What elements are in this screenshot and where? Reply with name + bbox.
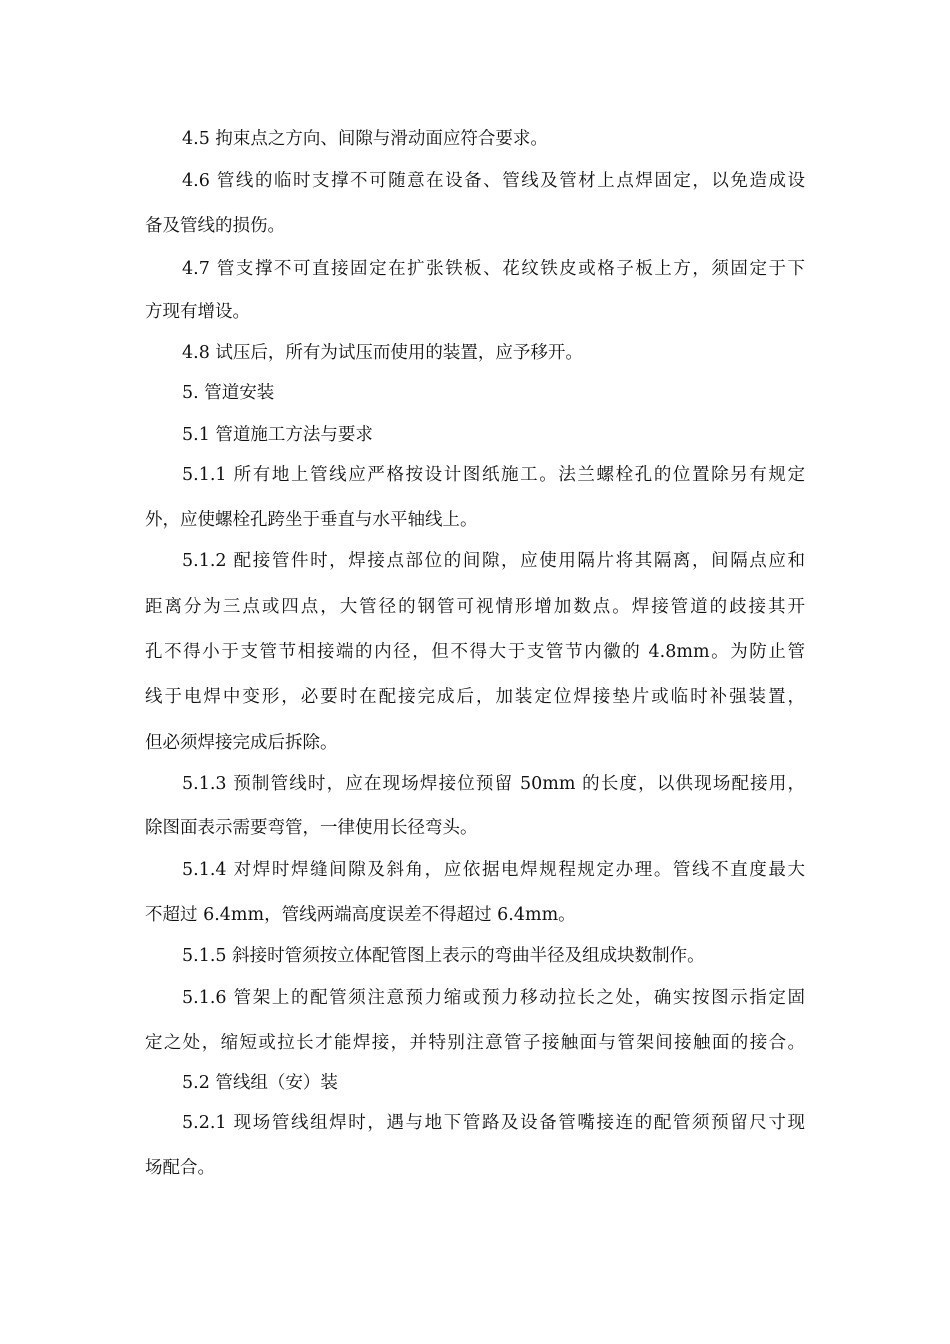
text-line-5-1-2-cont-4: 但必须焊接完成后拆除。	[145, 733, 338, 753]
text-line-5-1-2: 5.1.2 配接管件时，焊接点部位的间隙，应使用隔片将其隔离，间隔点应和	[182, 551, 805, 571]
text-line-5-1-4-cont: 不超过 6.4mm，管线两端高度误差不得超过 6.4mm。	[145, 905, 576, 925]
text-line-5-1-1-cont: 外，应使螺栓孔跨坐于垂直与水平轴线上。	[145, 510, 478, 530]
text-line-4-7-cont: 方现有增设。	[145, 302, 250, 322]
text-line-4-6: 4.6 管线的临时支撑不可随意在设备、管线及管材上点焊固定，以免造成设	[182, 171, 805, 191]
text-line-5-1-6-cont: 定之处，缩短或拉长才能焊接，并特别注意管子接触面与管架间接触面的接合。	[145, 1033, 805, 1053]
text-line-5-1-3-cont: 除图面表示需要弯管，一律使用长径弯头。	[145, 818, 478, 838]
text-line-5-1-5: 5.1.5 斜接时管须按立体配管图上表示的弯曲半径及组成块数制作。	[182, 946, 705, 966]
text-line-5-1-2-cont-2: 孔不得小于支管节相接端的内径，但不得大于支管节内徽的 4.8mm。为防止管	[145, 642, 805, 662]
text-line-5-2-1-cont: 场配合。	[145, 1158, 215, 1178]
section-heading-5: 5. 管道安装	[182, 383, 275, 403]
text-line-5-1-1: 5.1.1 所有地上管线应严格按设计图纸施工。法兰螺栓孔的位置除另有规定	[182, 465, 805, 485]
text-line-4-8: 4.8 试压后，所有为试压而使用的装置，应予移开。	[182, 343, 583, 363]
text-line-5-1-2-cont-1: 距离分为三点或四点，大管径的钢管可视情形增加数点。焊接管道的歧接其开	[145, 597, 805, 617]
text-line-5-1-4: 5.1.4 对焊时焊缝间隙及斜角，应依据电焊规程规定办理。管线不直度最大	[182, 860, 805, 880]
text-line-4-5: 4.5 拘束点之方向、间隙与滑动面应符合要求。	[182, 129, 548, 149]
text-line-4-6-cont: 备及管线的损伤。	[145, 216, 285, 236]
text-line-4-7: 4.7 管支撑不可直接固定在扩张铁板、花纹铁皮或格子板上方，须固定于下	[182, 259, 805, 279]
subsection-heading-5-1: 5.1 管道施工方法与要求	[182, 425, 373, 445]
text-line-5-1-2-cont-3: 线于电焊中变形，必要时在配接完成后，加装定位焊接垫片或临时补强装置，	[145, 687, 805, 707]
text-line-5-2-1: 5.2.1 现场管线组焊时，遇与地下管路及设备管嘴接连的配管须预留尺寸现	[182, 1113, 805, 1133]
text-line-5-1-6: 5.1.6 管架上的配管须注意预力缩或预力移动拉长之处，确实按图示指定固	[182, 988, 805, 1008]
subsection-heading-5-2: 5.2 管线组（安）装	[182, 1073, 338, 1093]
text-line-5-1-3: 5.1.3 预制管线时，应在现场焊接位预留 50mm 的长度，以供现场配接用，	[182, 774, 805, 794]
